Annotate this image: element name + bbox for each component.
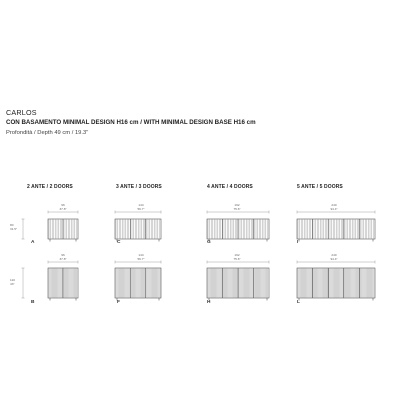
product-name: CARLOS [6,108,37,117]
cabinet-L [297,268,375,298]
base-description: CON BASAMENTO MINIMAL DESIGN H16 cm / WITH MINIMAL DESIGN BASE H16 cm [6,119,256,126]
width-label-G: 192 75.6" [233,203,241,211]
width-label-H: 192 75.6" [233,253,241,261]
height-label-row-1: 80 31.5" [10,223,18,231]
width-label-C: 144 56.7" [137,203,145,211]
column-header-5-doors: 5 ANTE / 5 DOORS [297,184,343,190]
column-header-4-doors: 4 ANTE / 4 DOORS [207,184,253,190]
depth-spec: Profondità / Depth 49 cm / 19.3" [6,130,89,136]
code-A: A [31,240,35,245]
code-L: L [297,300,300,305]
width-label-F: 144 56.7" [137,253,145,261]
code-H: H [207,300,211,305]
code-F: F [117,300,120,305]
width-label-L: 240 94.4" [330,253,338,261]
column-header-3-doors: 3 ANTE / 3 DOORS [116,184,162,190]
width-label-B: 96 37.8" [59,253,67,261]
code-C: C [117,240,121,245]
cabinet-I [297,219,375,239]
width-label-I: 240 94.4" [330,203,338,211]
code-B: B [31,300,35,305]
code-G: G [207,240,211,245]
height-label-row-2: 110 43" [10,278,15,286]
width-label-A: 96 37.8" [59,203,67,211]
cabinet-C [115,219,161,239]
code-I: I [297,240,299,245]
column-header-2-doors: 2 ANTE / 2 DOORS [27,184,73,190]
